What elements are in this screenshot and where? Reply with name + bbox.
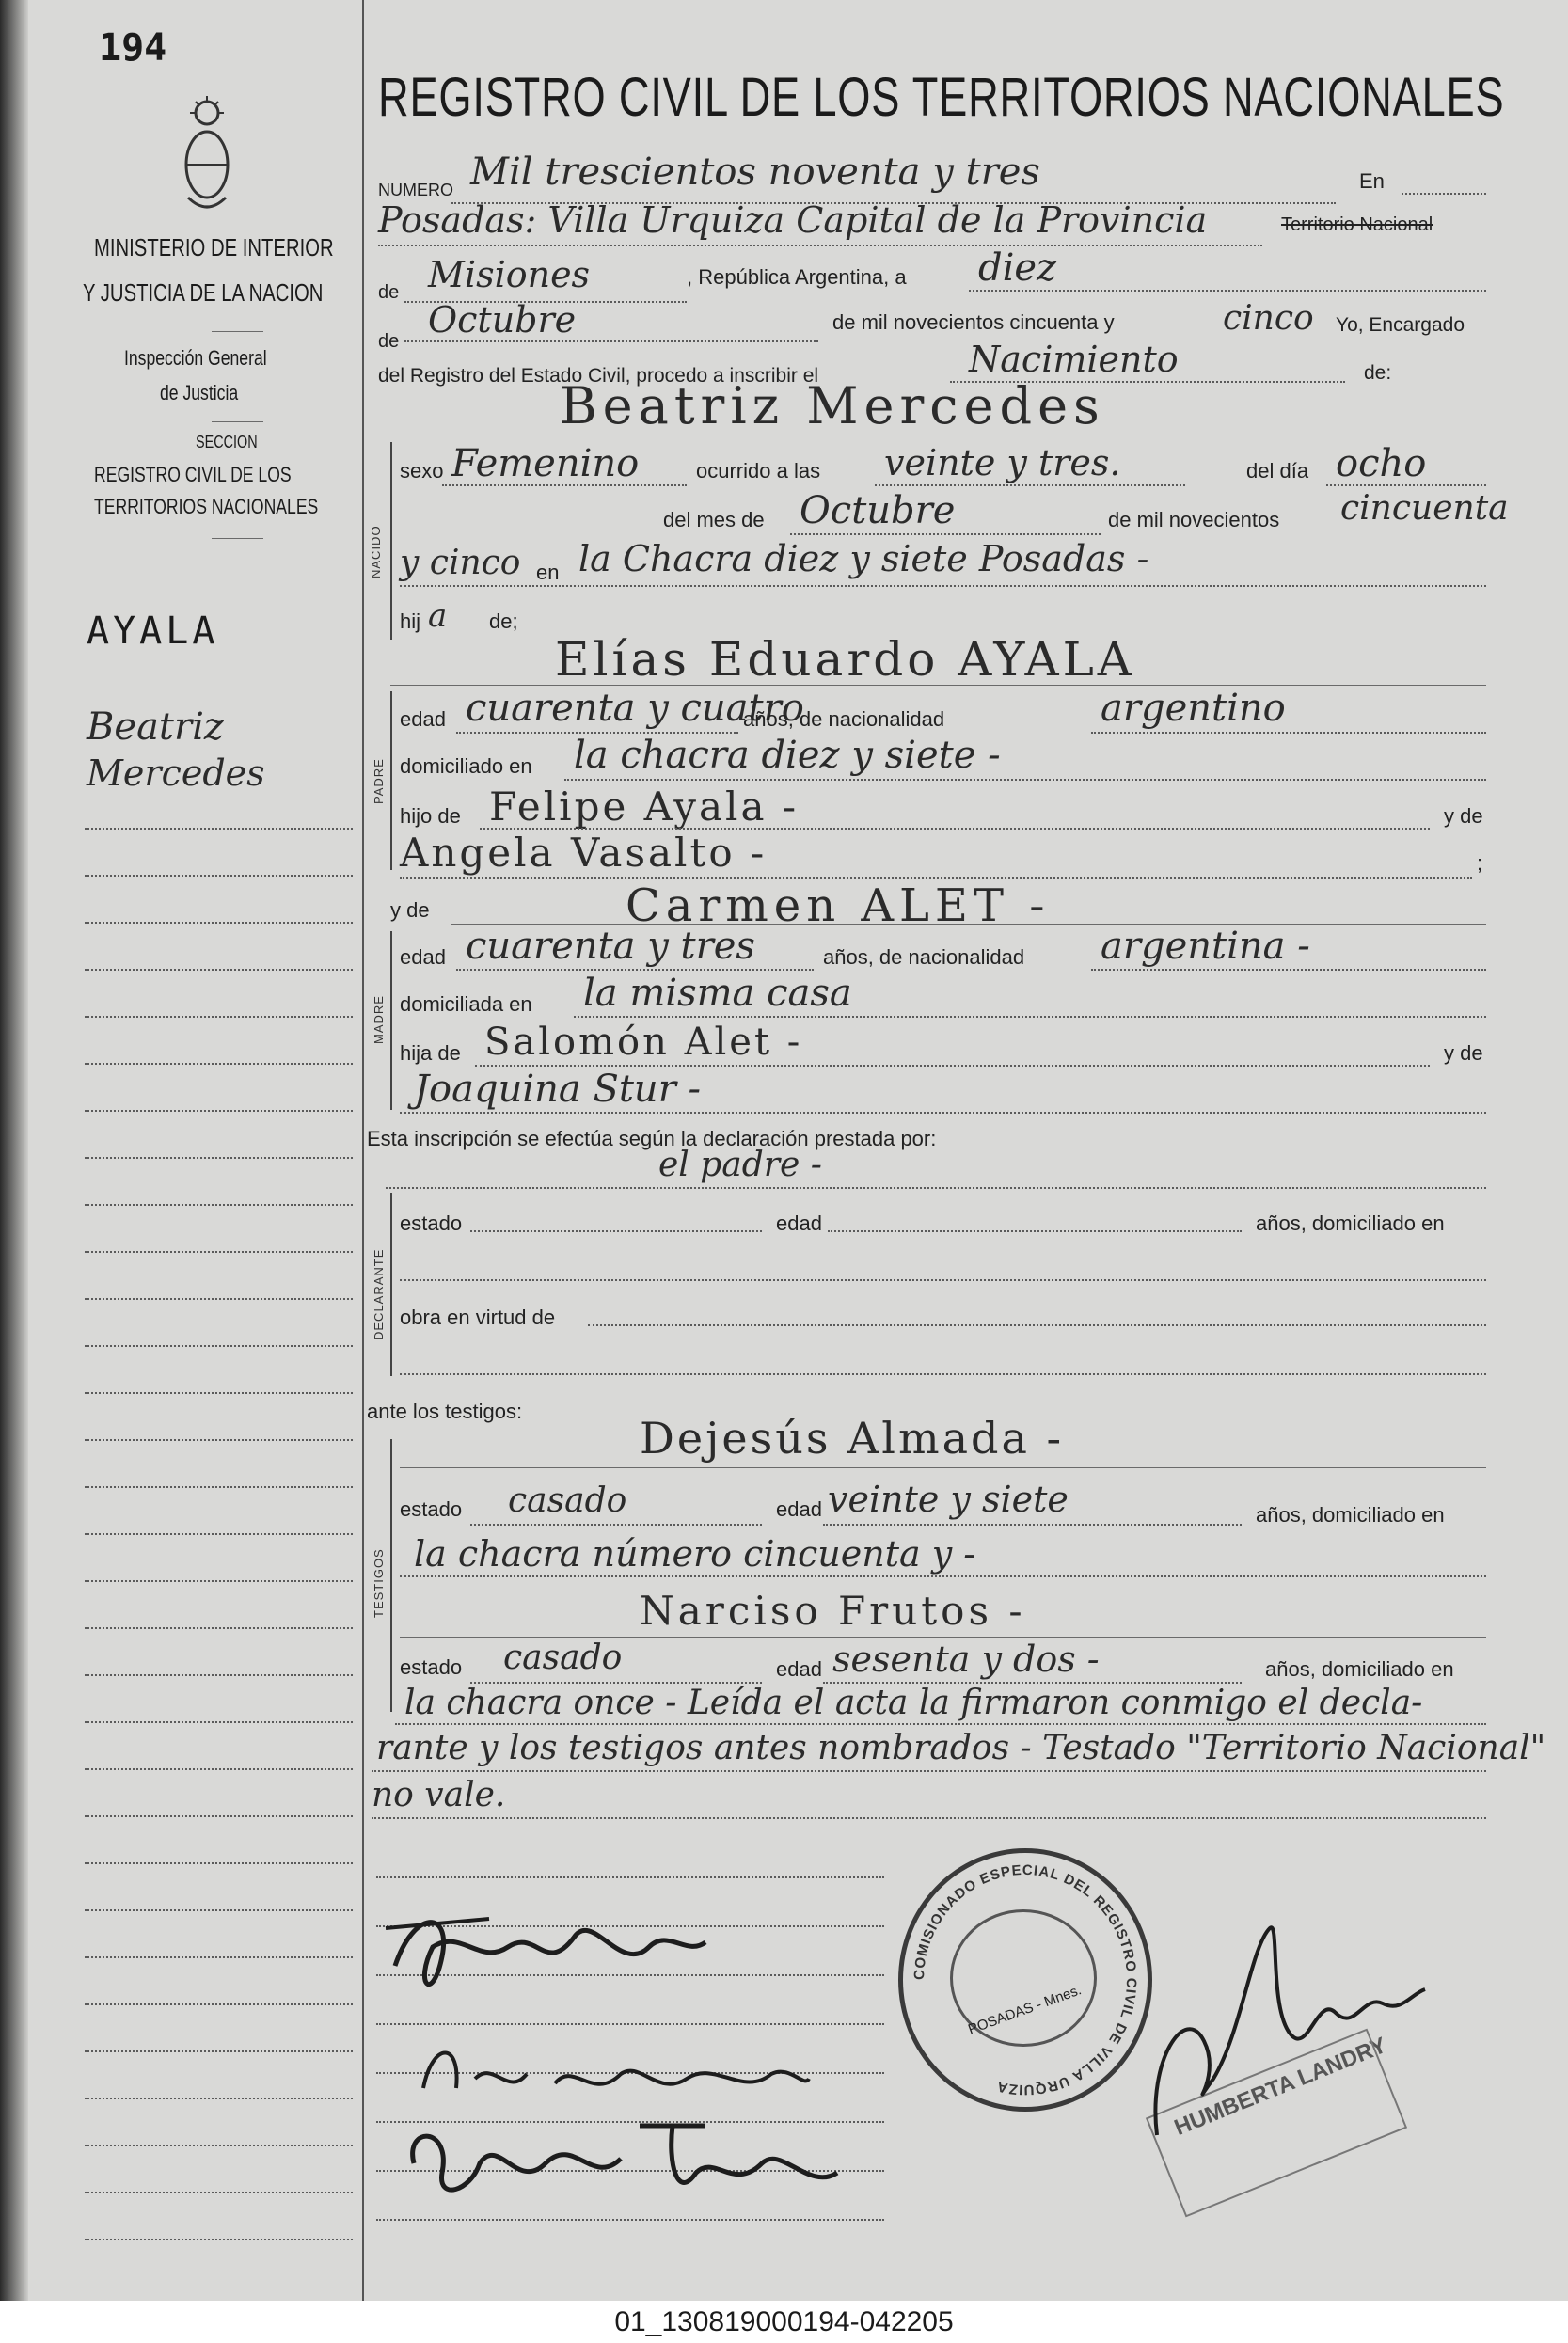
margin-given-name-2: Mercedes [87,752,265,794]
madre-hija-de-label: hija de [400,1041,461,1065]
closing-line-2: rante y los testigos antes nombrados - Testado "Territorio Nacional" [376,1729,1546,1767]
w1-name: Dejesús Almada - [640,1413,1065,1464]
inspection-line-1: Inspección General [124,346,267,370]
father-name: Elías Eduardo AYALA [555,632,1135,687]
hour-value: veinte y tres. [884,442,1121,483]
province-value: Misiones [428,254,591,295]
margin-ruled-line [85,1251,353,1253]
en-label: En [1359,169,1385,193]
closing-line-rule-1 [395,1723,1486,1725]
madre-father-line [475,1065,1430,1067]
testigos-intro-label: ante los testigos: [367,1400,523,1423]
declarante-bracket [390,1193,392,1376]
nacido-side-label: NACIDO [369,525,383,578]
en-place-label: en [536,561,560,584]
margin-ruled-line [85,1721,353,1723]
birth-year-label: de mil novecientos [1108,508,1280,531]
padre-hijo-de-label: hijo de [400,804,461,828]
coat-of-arms-icon [179,94,235,216]
witness1-signature [404,2022,818,2116]
margin-ruled-line [85,1533,353,1535]
del-dia-label: del día [1246,459,1309,483]
margin-ruled-line [85,2192,353,2193]
hijo-de-label: de; [489,609,518,633]
birth-place-value: la Chacra diez y siete Posadas - [578,538,1149,579]
republica-label: , República Argentina, a [687,265,907,289]
madre-edad-value: cuarenta y tres [466,925,755,968]
month-line [404,340,818,342]
margin-ruled-line [85,969,353,971]
closing-line-rule-2 [372,1770,1486,1772]
image-id-footer: 01_130819000194-042205 [0,2301,1568,2343]
margin-ruled-line [85,1909,353,1911]
margin-ruled-line [85,1204,353,1206]
birth-place-line [400,585,1486,587]
margin-ruled-line [85,1439,353,1441]
closing-line-3: no vale. [372,1776,506,1814]
w1-estado-label: estado [400,1497,463,1521]
declarante-estado-label: estado [400,1211,463,1235]
padre-nac-label: años, de nacionalidad [743,707,945,731]
declarante-edad-label: edad [776,1211,822,1235]
day-value: diez [978,246,1057,290]
madre-edad-label: edad [400,945,446,969]
testigos-side-label: TESTIGOS [372,1548,386,1618]
ministry-line-2: Y JUSTICIA DE LA NACION [83,278,324,307]
sexo-value: Femenino [451,442,640,485]
w2-name: Narciso Frutos - [640,1588,1026,1634]
de-colon: de: [1364,362,1392,384]
stamp-box-text: HUMBERTA LANDRY [1170,2032,1390,2142]
padre-dom-label: domiciliado en [400,754,532,778]
declarante-obra-label: obra en virtud de [400,1306,556,1329]
birth-year-value: cincuenta [1340,489,1509,528]
padre-edad-label: edad [400,707,446,731]
place-line [378,245,1262,246]
birth-year-value-2: y cinco [400,544,521,582]
declarante-side-label: DECLARANTE [372,1248,386,1340]
madre-nac-line [1091,969,1486,971]
act-value: Nacimiento [969,339,1179,380]
section-line-3: TERRITORIOS NACIONALES [94,495,319,518]
madre-dom-line [574,1016,1486,1018]
day-of-birth-line [1326,484,1486,486]
month-value: Octubre [428,299,577,340]
declaracion-value: el padre - [658,1146,822,1184]
margin-ruled-line [85,1157,353,1159]
year-value: cinco [1223,299,1314,338]
numero-label: NUMERO [378,181,453,199]
declaracion-label: Esta inscripción se efectúa según la declaración prestada por: [367,1127,937,1150]
margin-ruled-line [85,1392,353,1394]
mother-name: Carmen ALET - [626,879,1051,932]
w1-anos-label: años, domiciliado en [1256,1503,1445,1527]
margin-ruled-line [85,1486,353,1488]
margin-ruled-line [85,1580,353,1582]
hijo-suffix: a [428,597,448,635]
mes-label: del mes de [663,508,765,531]
witness2-signature [395,2107,847,2220]
declarante-anos-label: años, domiciliado en [1256,1211,1445,1235]
w1-dom-value: la chacra número cincuenta y - [414,1533,976,1575]
margin-divider [212,331,263,332]
w2-estado-label: estado [400,1655,463,1679]
padre-y-de: y de [1444,804,1483,828]
margin-ruled-line [85,828,353,830]
madre-edad-line [456,969,814,971]
w1-estado-value: casado [508,1481,627,1520]
svg-text:COMISIONADO ESPECIAL DEL REGIS [911,1862,1139,2098]
madre-y-de: y de [1444,1041,1483,1065]
madre-dom-label: domiciliada en [400,992,532,1016]
nacido-bracket [390,442,392,640]
page-number: 194 [99,26,167,70]
child-name: Beatriz Mercedes [560,376,1105,435]
closing-line-1: la chacra once - Leída el acta la firmaron conmigo el decla- [404,1684,1423,1722]
w2-anos-label: años, domiciliado en [1265,1657,1454,1681]
seal-ring-textpath: COMISIONADO ESPECIAL DEL REGISTRO CIVIL DE VILLA URQUIZA [911,1861,1140,2098]
de-label-2: de [378,331,400,352]
margin-surname: AYALA [87,609,219,653]
padre-edad-value: cuarenta y cuatro [466,687,804,730]
declarante-estado-line [470,1230,762,1232]
margin-ruled-line [85,1956,353,1958]
margin-ruled-line [85,1063,353,1065]
padre-mother-value: Angela Vasalto - [400,830,768,876]
madre-father-value: Salomón Alet - [484,1021,803,1064]
margin-divider [212,538,263,539]
w1-edad-value: veinte y siete [828,1479,1069,1520]
w1-edad-line [823,1524,1242,1526]
padre-dom-line [564,779,1486,781]
closing-line-rule-3 [372,1817,1486,1819]
w2-estado-value: casado [503,1639,623,1677]
padre-father-value: Felipe Ayala - [489,784,800,830]
w2-edad-value: sesenta y dos - [832,1639,1100,1680]
declaracion-line [386,1187,1486,1189]
en-line [1402,193,1486,195]
signature-ruled-line [376,1876,884,1878]
w1-estado-line [470,1524,762,1526]
birth-month: Octubre [800,489,956,532]
sexo-line [442,484,687,486]
day-of-birth: ocho [1336,442,1427,485]
seal-city: POSADAS - Mnes. [966,1982,1084,2038]
declarante-dom-line [400,1279,1486,1281]
numero-value: Mil trescientos noventa y tres [470,150,1040,194]
year-label: de mil novecientos cincuenta y [832,310,1115,334]
margin-divider [212,421,263,422]
seal-ring-text [898,1848,1152,2112]
madre-mother-line [400,1112,1486,1114]
madre-mother-value: Joaquina Stur - [414,1068,702,1111]
margin-ruled-line [85,2239,353,2240]
registrar-signature [1129,1891,1430,2154]
inspection-line-2: de Justicia [160,381,239,404]
place-value: Posadas: Villa Urquiza Capital de la Provincia [378,199,1208,241]
margin-ruled-line [85,1110,353,1112]
padre-mother-line [400,877,1472,879]
yo-label: Yo, Encargado [1336,314,1465,336]
madre-y-de-label: y de [390,898,430,922]
padre-side-label: PADRE [372,758,386,804]
territorio-struck: Territorio Nacional [1281,214,1433,235]
margin-ruled-line [85,2050,353,2052]
margin-ruled-line [85,1768,353,1770]
book-spine-shadow [0,0,28,2301]
padre-nac-value: argentino [1101,687,1286,730]
w1-name-line [400,1467,1486,1468]
testigos-bracket [390,1439,392,1712]
padre-nac-line [1091,732,1486,734]
margin-ruled-line [85,2003,353,2005]
margin-ruled-line [85,1016,353,1018]
madre-nac-label: años, de nacionalidad [823,945,1025,969]
hour-line [875,484,1185,486]
w2-edad-label: edad [776,1657,822,1681]
margin-ruled-line [85,1674,353,1676]
margin-ruled-line [85,1862,353,1864]
margin-ruled-line [85,1627,353,1629]
registro-label: del Registro del Estado Civil, procedo a inscribir el [378,365,819,387]
declarante-edad-line [828,1230,1242,1232]
w1-dom-line [400,1575,1486,1577]
margin-ruled-line [85,2145,353,2146]
section-line-1: SECCION [196,433,258,451]
madre-dom-value: la misma casa [583,972,852,1015]
margin-given-name-1: Beatriz [87,705,224,749]
margin-ruled-line [85,1298,353,1300]
padre-semicolon: ; [1477,851,1483,875]
ministry-line-1: MINISTERIO DE INTERIOR [94,233,334,261]
de-label: de [378,282,400,303]
padre-dom-value: la chacra diez y siete - [574,734,1001,777]
margin-ruled-line [85,922,353,924]
margin-ruled-line [85,2098,353,2099]
section-line-2: REGISTRO CIVIL DE LOS [94,463,292,486]
ocurrido-label: ocurrido a las [696,459,821,483]
declarante-obra-line [588,1324,1486,1326]
madre-bracket [390,931,392,1110]
madre-nac-value: argentina - [1101,925,1310,968]
declarante-extra-line [400,1373,1486,1375]
page-title: REGISTRO CIVIL DE LOS TERRITORIOS NACIONALES [378,67,1505,128]
margin-ruled-line [85,1345,353,1347]
hijo-label: hij [400,609,421,633]
declarant-signature [376,1891,715,2003]
w1-edad-label: edad [776,1497,822,1521]
birth-month-line [790,533,1101,535]
day-line [969,290,1486,292]
w2-name-line [400,1637,1486,1638]
sexo-label: sexo [400,459,444,483]
margin-ruled-line [85,875,353,877]
madre-side-label: MADRE [372,995,386,1044]
margin-ruled-line [85,1815,353,1817]
father-name-line [390,685,1486,686]
padre-bracket [390,691,392,870]
left-margin-column [28,0,364,2301]
